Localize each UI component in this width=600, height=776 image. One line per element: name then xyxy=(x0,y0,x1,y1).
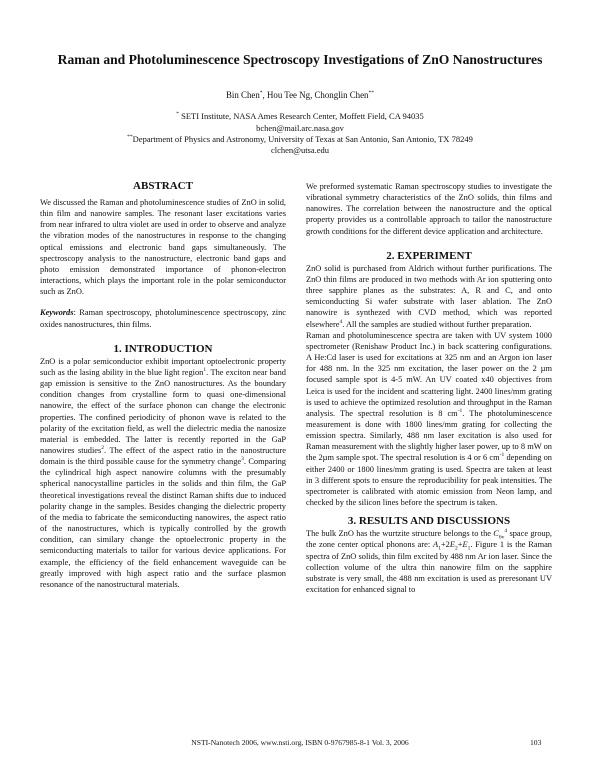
author-separator: , xyxy=(310,90,315,100)
experiment-text-part: . All the samples are studied without further preparation. xyxy=(342,319,532,329)
space-group-superscript: 4 xyxy=(504,528,508,535)
results-operator: + xyxy=(457,540,463,550)
abstract-text: We discussed the Raman and photoluminescence studies of ZnO in solid, thin film and nanowire samples. The resonant laser excitations varies from near infrared to ultra violet are used in order to observe and analyze the vibration modes of the nanostructures in response to the changing optical emissions and electronic band gaps simultaneously. The spectroscopy analysis to the nanostructure, electronic band gaps and photo emission demonstrated importance of phonon-electron interactions, which plays the important role in the polar semiconductor such as ZnO. xyxy=(40,198,286,297)
paper-title: Raman and Photoluminescence Spectroscopy Investigations of ZnO Nanostructures xyxy=(57,52,543,67)
intro-text-part: . The effect of the aspect ratio in the nanostructure domain is the third possible cause for the symmetry change xyxy=(40,445,286,467)
author-list xyxy=(0,89,600,101)
abstract-heading: ABSTRACT xyxy=(133,180,193,192)
phonon-mode: E xyxy=(462,540,468,550)
intro-continued-text: We preformed systematic Raman spectroscopy studies to investigate the vibrational symmetry characteristics of the ZnO solids, thin films and nanowires. The correlation between the nanostructure and the optical property provides us a controllable approach to tailor the nanostructure growth conditions for the different device application and architecture. xyxy=(306,182,552,236)
results-heading: 3. RESULTS AND DISCUSSIONS xyxy=(347,515,511,528)
page-footer: NSTI-Nanotech 2006, www.nsti.org, ISBN 0-9767985-8-1 Vol. 3, 2006 xyxy=(191,738,409,747)
author-name: Bin Chen xyxy=(226,90,260,100)
keywords-label: Keywords xyxy=(40,308,74,318)
phonon-mode-subscript: 2 xyxy=(454,546,458,553)
affiliation-1 xyxy=(0,111,600,122)
author-separator: , xyxy=(262,90,267,100)
intro-text-part: . The exciton near band gap emission is sensitive to the ZnO nanostructures. As the boundary condition changes from crystalline form to quasi one-dimensional nanowire, the effect of the surface phonon can change the electronic properties. The confined periodicity of phonon wave is related to the polarity of the excitation field, as well the dielectric media the nanosize material is embedded. The latter is recently reported in the GaP nanowires studies xyxy=(40,367,286,455)
author-mark: * xyxy=(259,90,263,97)
intro-text-part: ZnO is a polar semiconductor exhibit important optoelectronic property such as the lasing ability in the blue light region xyxy=(40,356,286,377)
page-number: 103 xyxy=(530,738,542,747)
reference-mark: 3 xyxy=(241,456,244,463)
experiment-paragraph-2 xyxy=(306,330,552,509)
author-name: Hou Tee Ng xyxy=(266,90,311,100)
introduction-text xyxy=(40,356,286,590)
experiment-heading: 2. EXPERIMENT xyxy=(386,249,472,262)
phonon-mode: E xyxy=(449,540,455,550)
results-text xyxy=(306,528,552,595)
reference-mark: 4 xyxy=(339,318,343,325)
unit-superscript: -1 xyxy=(457,408,463,415)
phonon-mode-subscript: 1 xyxy=(467,546,471,553)
right-column xyxy=(306,181,552,595)
left-column xyxy=(40,179,286,590)
results-operator: +2 xyxy=(440,540,450,550)
experiment-text-part: Raman and photoluminescence spectra are taken with UV system 1000 spectrometer (Renishaw Product Inc.) in back scattering configurations. A He:Cd laser is used for excitations at 325 nm and an Argon ion laser for 488 nm. In the 325 nm excitation, the laser power on the 2 µm focused sample spot is 4-5 mW. An UV coated x40 objectives from Leica is used for the incident and scattering light. 2400 lines/mm grating is used to achieve the optimized resolution and throughput in the Raman analysis. The spectral resolution is 8 cm xyxy=(306,330,552,418)
results-text-part: . Figure 1 is the Raman spectra of ZnO solids, thin film excited by 488 nm Ar ion laser. Since the collection volume of the ultra thin nanowire film on the sapphire substrate is very small, the 488 nm excitation is used as preresonant UV excitation for enhanced signal to xyxy=(306,540,552,594)
space-group-symbol: C xyxy=(493,529,499,539)
keywords-separator: : xyxy=(73,308,80,318)
keywords-text: Raman spectroscopy, photoluminescence spectroscopy, zinc oxides nanostructures, thin films. xyxy=(40,308,287,329)
results-text-part: The bulk ZnO has the wurtzite structure belongs to the xyxy=(306,529,494,539)
introduction-heading: 1. INTRODUCTION xyxy=(113,342,213,355)
affiliation-2 xyxy=(0,134,600,145)
phonon-mode: A xyxy=(433,540,439,550)
results-text-part: space group, the zone center optical phonons are: xyxy=(306,529,552,550)
affiliation-mark: * xyxy=(176,111,179,118)
space-group-subscript: 6v xyxy=(498,534,505,541)
experiment-paragraph-1 xyxy=(306,263,552,330)
experiment-text-part: . The photoluminescence measurement is done with 1800 lines/mm grating for collecting the emission spectra. Similarly, 488 nm laser excitation is also used for Raman measurement with the slightly higher laser power, up to 8 mW on the 2µm sample spot. The spectral resolution is 4 or 6 cm xyxy=(306,408,552,463)
author-mark: ** xyxy=(368,90,374,97)
affiliation-mark: ** xyxy=(127,134,133,141)
experiment-text-part: ZnO solid is purchased from Aldrich without further purifications. The ZnO thin films are produced in two methods with Ar ion sputtering onto three sapphire planes as the substrates: A, R and C, and onto semiconducting Si wafer substrate with laser ablation. The ZnO nanowire is synthezed with CVD method, which was reported elsewhere xyxy=(306,263,552,329)
phonon-mode-subscript: 1 xyxy=(438,546,441,553)
affiliation-text: Department of Physics and Astronomy, University of Texas at San Antonio, San Antonio, TX 78249 xyxy=(132,134,473,144)
affiliation-text: SETI Institute, NASA Ames Research Center, Moffett Field, CA 94035 xyxy=(178,111,424,121)
reference-mark: 1 xyxy=(203,367,207,374)
email-1[interactable]: bchen@mail.arc.nasa.gov xyxy=(256,123,344,133)
author-name: Chonglin Chen xyxy=(314,90,369,100)
intro-text-part: . Comparing the cylindrical high aspect nanowire columns with the presumably spherical nanocystalline particles in the solids and thin film, the GaP theoretical investigations reveal the distinct Raman shifts due to induced polarity change in the samples. Besides changing the dielectric property of the media to fabricate the semiconducting nanowires, the aspect ratio of the nanostructures, which is typically controlled by the growth condition, can similary change the optoelectronic property in the semiconducting materials to tailor for various device applications. For example, the efficiency of the field enhancement waveguide can be greatly improved with high aspect ratio and the surface plasmon resonance of the nanostructural materials. xyxy=(40,457,286,589)
keywords xyxy=(40,307,286,329)
experiment-text-part: depending on either 2400 or 1800 lines/mm grating is used. Spectra are taken at least in 3 different spots to ensure the reproducibility for peak intensities. The spectrometer is calibrated with atomic emission from Neon lamp, and checked by the silicon lines before the spectrum is taken. xyxy=(306,453,552,508)
unit-superscript: -1 xyxy=(499,452,505,459)
email-2[interactable]: clchen@utsa.edu xyxy=(270,145,330,155)
reference-mark: 2 xyxy=(101,445,105,452)
